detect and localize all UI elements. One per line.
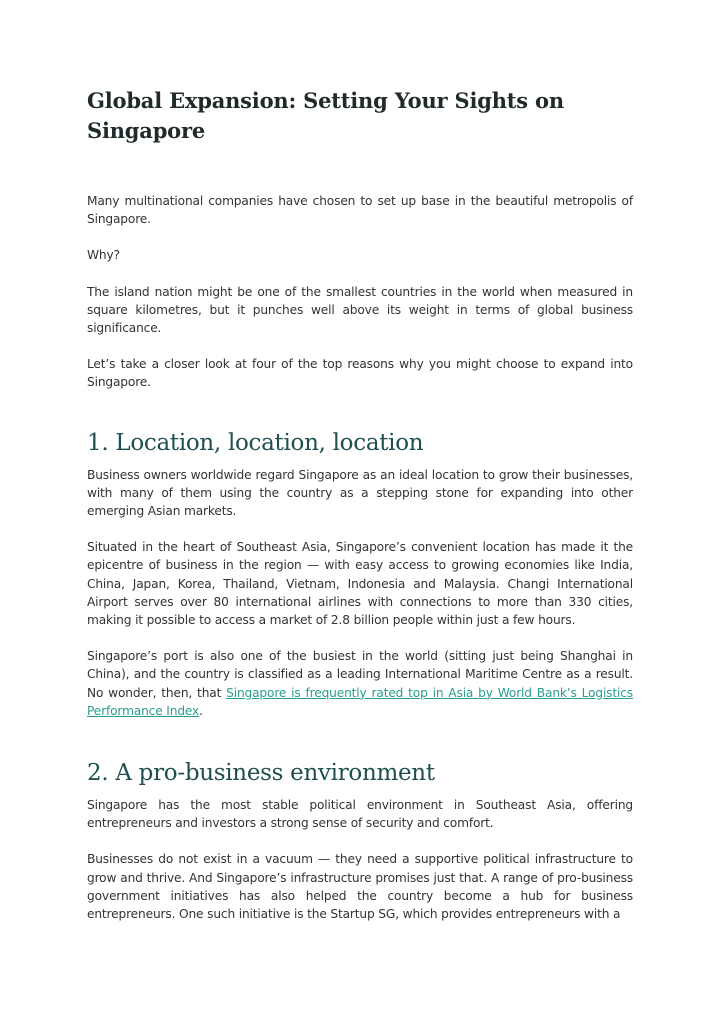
pro-business-paragraph-2: Businesses do not exist in a vacuum — they need a supportive political infrastructure to grow and thrive. And Singapore’s infrastructure promises just that. A range of pro-business government initiatives has also helped the country become a hub for business entrepreneurs. One such initiative is the Startup SG, which provides entrepreneurs with a (87, 852, 633, 922)
logistics-index-link[interactable]: Singapore is frequently rated top in Asia by World Bank’s Logistics Performance Index (87, 685, 634, 718)
location-paragraph-1: Business owners worldwide regard Singapore as an ideal location to grow their businesses, with many of them using the country as a stepping stone for expanding into other emerging Asian markets. (87, 467, 633, 519)
intro-paragraph-3: The island nation might be one of the smallest countries in the world when measured in square kilometres, but it punches well above its weight in terms of global business significance. (87, 284, 633, 336)
location-paragraph-3-end: . (199, 703, 203, 718)
intro-paragraph-1: Many multinational companies have chosen to set up base in the beautiful metropolis of Singapore. (87, 194, 633, 227)
location-paragraph-3-text: Singapore’s port is also one of the busiest in the world (sitting just being Shanghai in China), and the country is classified as a leading International Maritime Centre as a result. No wonder, then, that (87, 649, 633, 700)
page-title: Global Expansion: Setting Your Sights on Singapore (87, 88, 564, 143)
location-paragraph-3 (87, 647, 633, 720)
section-heading-pro-business: 2. A pro-business environment (87, 760, 435, 787)
intro-paragraph-2: Why? (87, 248, 120, 263)
location-paragraph-2: Situated in the heart of Southeast Asia, Singapore’s convenient location has made it the epicentre of business in the region — with easy access to growing economies like India, China, Japan, Korea, Thailand, Vietnam, Indonesia and Malaysia. Changi International Airport serves over 80 international airlines with connections to more than 330 cities, making it possible to access a market of 2.8 billion people within just a few hours. (87, 540, 633, 628)
intro-paragraph-4: Let’s take a closer look at four of the top reasons why you might choose to expand into Singapore. (87, 357, 633, 390)
pro-business-paragraph-1: Singapore has the most stable political environment in Southeast Asia, offering entrepreneurs and investors a strong sense of security and comfort. (87, 798, 633, 831)
section-heading-location: 1. Location, location, location (87, 429, 424, 456)
